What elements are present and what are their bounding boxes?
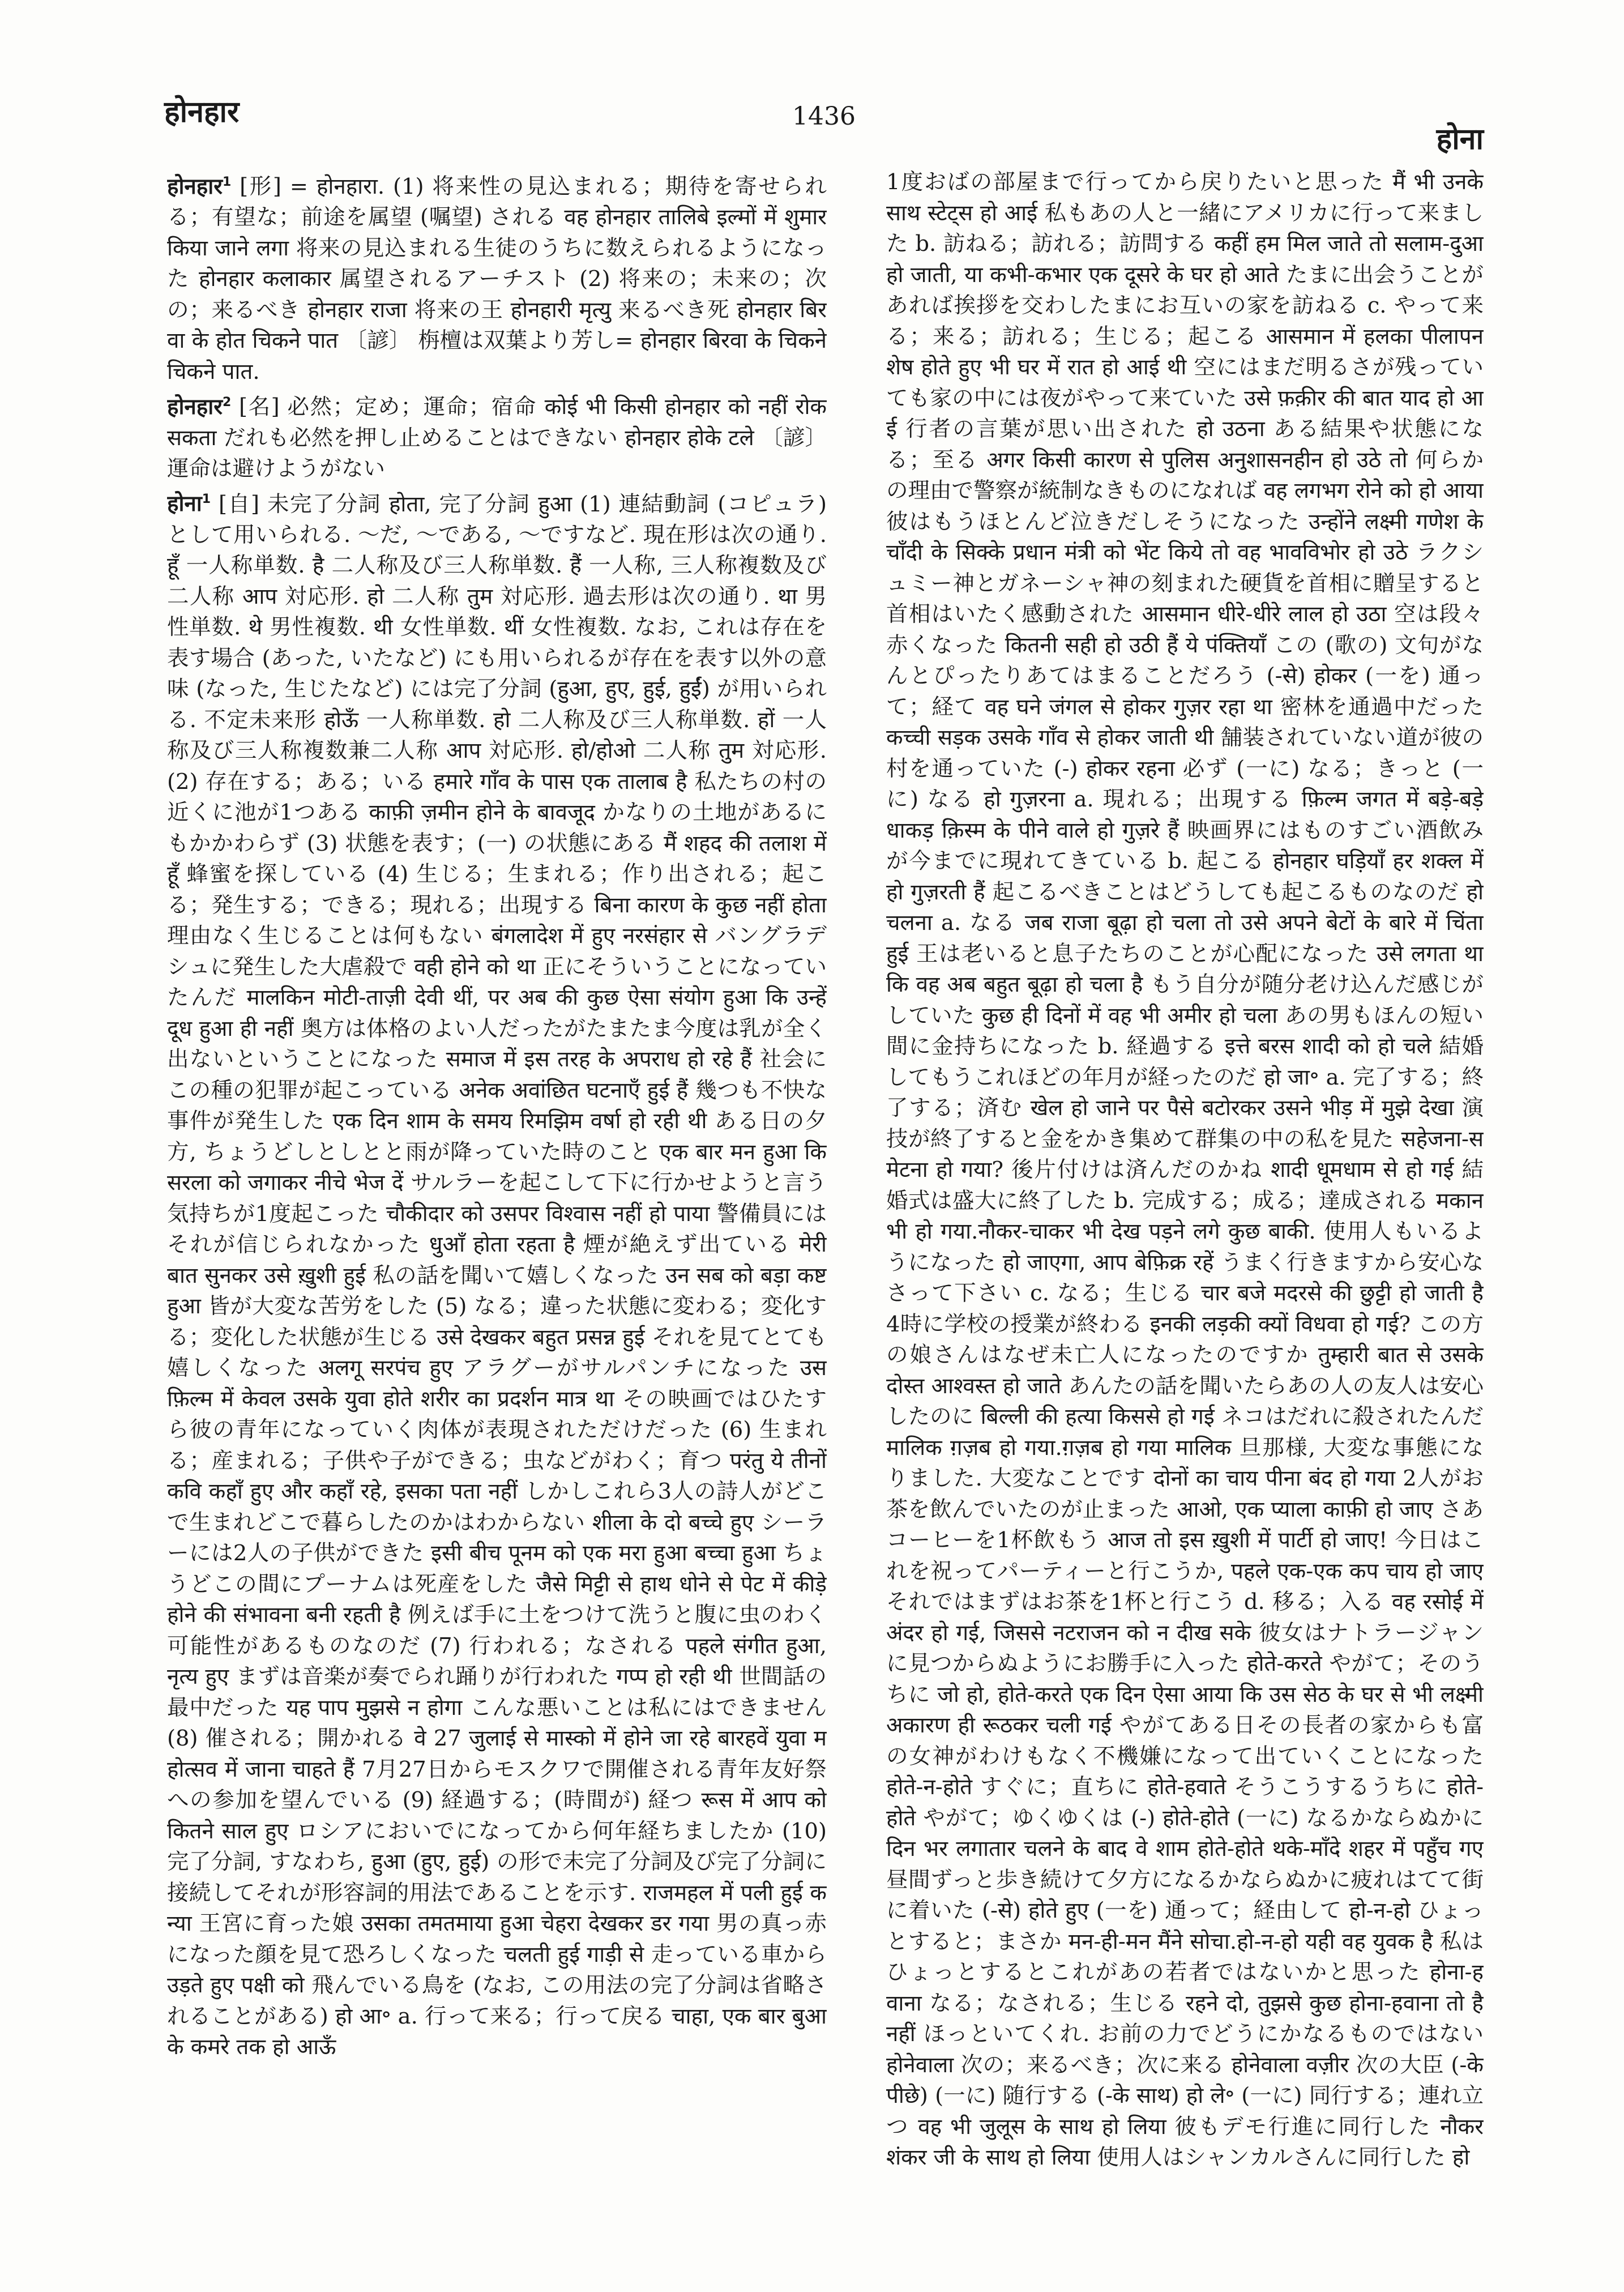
dictionary-entry: [167, 167, 827, 387]
left-column: [167, 167, 827, 2263]
entry-body: [自] 未完了分詞 होता, 完了分詞 हुआ (1) 連結動詞 (コピュラ) として用いられる. ～だ, ～である, ～ですなど. 現在形は次の通り. हूँ 一人称単数. है 二人称及び三人称単数. हैं 一人称, 三人称複数及び二人称 आप 対応形. हो 二人称 तुम 対応形. 過去形は次の通り. था 男性単数. थे 男性複数. थी 女性単数. थीं 女性複数. なお, これは存在を表す場合 (あった, いたなど) にも用いられるが存在を表す以外の意味 (なった, 生じたなど) には完了分詞 (हुआ, हुए, हुई, हुईं) が用いられる. 不定未来形 होऊँ 一人称単数. हो 二人称及び三人称単数. हों 一人称及び三人称複数兼二人称 आप 対応形. हो/होओ 二人称 तुम 対応形. (2) 存在する；ある；いる हमारे गाँव के पास एक तालाब है 私たちの村の近くに池が1つある काफ़ी ज़मीन होने के बावजूद かなりの土地があるにもかかわらず (3) 状態を表す；(一) の状態にある मैं शहद की तलाश में हूँ 蜂蜜を探している (4) 生じる；生まれる；作り出される；起こる；発生する；できる；現れる；出現する बिना कारण के कुछ नहीं होता 理由なく生じることは何もない बंगलादेश में हुए नरसंहार से バングラデシュに発生した大虐殺で वही होने को था 正にそういうことになっていたんだ मालकिन मोटी-ताज़ी देवी थीं, पर अब की कुछ ऐसा संयोग हुआ कि उन्हें दूध हुआ ही नहीं 奥方は体格のよい人だったがたまたま今度は乳が全く出ないということになった समाज में इस तरह के अपराध हो रहे हैं 社会にこの種の犯罪が起こっている अनेक अवांछित घटनाएँ हुई हैं 幾つも不快な事件が発生した एक दिन शाम के समय रिमझिम वर्षा हो रही थी ある日の夕方, ちょうどしとしとと雨が降っていた時のこと एक बार मन हुआ कि सरला को जगाकर नीचे भेज दें サルラーを起こして下に行かせようと言う気持ちが1度起こった चौकीदार को उसपर विश्वास नहीं हो पाया 警備員にはそれが信じられなかった धुआँ होता रहता है 煙が絶えず出ている मेरी बात सुनकर उसे ख़ुशी हुई 私の話を聞いて嬉しくなった उन सब को बड़ा कष्ट हुआ 皆が大変な苦労をした (5) なる；違った状態に変わる；変化する；変化した状態が生じる उसे देखकर बहुत प्रसन्न हुई それを見てとても嬉しくなった अलगू सरपंच हुए アラグーがサルパンチになった उस फ़िल्म में केवल उसके युवा होते शरीर का प्रदर्शन मात्र था その映画ではひたすら彼の青年になっていく肉体が表現されただけだった (6) 生まれる；産まれる；子供や子ができる；虫などがわく；育つ परंतु ये तीनों कवि कहाँ हुए और कहाँ रहे, इसका पता नहीं しかしこれら3人の詩人がどこで生まれどこで暮らしたのかはわからない शीला के दो बच्चे हुए シーラーには2人の子供ができた इसी बीच पूनम को एक मरा हुआ बच्चा हुआ ちょうどこの間にプーナムは死産をした जैसे मिट्टी से हाथ धोने से पेट में कीड़े होने की संभावना बनी रहती है 例えば手に土をつけて洗うと腹に虫のわく可能性があるものなのだ (7) 行われる；なされる पहले संगीत हुआ, नृत्य हुए まずは音楽が奏でられ踊りが行われた गप्प हो रही थी 世間話の最中だった यह पाप मुझसे न होगा こんな悪いことは私にはできません (8) 催される；開かれる वे 27 जुलाई से मास्को में होने जा रहे बारहवें युवा महोत्सव में जाना चाहते हैं 7月27日からモスクワで開催される青年友好祭への参加を望んでいる (9) 経過する；(時間が) 経つ रूस में आप को कितने साल हुए ロシアにおいでになってから何年経ちましたか (10) 完了分詞, すなわち, हुआ (हुए, हुई) の形で未完了分詞及び完了分詞に接続してそれが形容詞的用法であることを示す. राजमहल में पली हुई कन्या 王宮に育った娘 उसका तमतमाया हुआ चेहरा देखकर डर गया 男の真っ赤になった顔を見て恐ろしくなった चलती हुई गाड़ी से 走っている車から उड़ते हुए पक्षी को 飛んでいる鳥を (なお, この用法の完了分詞は省略されることがある) हो आ॰ a. 行って来る；行って戻る चाहा, एक बार बुआ के कमरे तक हो आऊँ: [167, 491, 827, 2060]
dictionary-entry: [167, 485, 827, 2063]
dictionary-entry: [167, 387, 827, 484]
headword: [167, 491, 211, 517]
entry-body: [名] 必然；定め；運命；宿命 कोई भी किसी होनहार को नहीं रोक सकता だれも必然を押し止めることはできない होनहार होके टले 〔諺〕 運命は避けようがない: [167, 394, 827, 482]
headword: [167, 394, 231, 420]
page-header: [164, 85, 1484, 156]
headword: [167, 174, 231, 199]
homonym-number: 1: [222, 175, 232, 189]
page-number: 1436: [792, 102, 856, 131]
headword-text: होनहार: [167, 394, 223, 420]
headword-text: होनहार: [167, 173, 223, 199]
entry-continuation: 1度おばの部屋まで行ってから戻りたいと思った मैं भी उनके साथ स्टेट्स हो आई 私もあの人と一緒にアメリカに行って来ました b. 訪ねる；訪れる；訪問する कहीं हम मिल जाते तो सलाम-दुआ हो जाती, या कभी-कभार एक दूसरे के घर हो आते たまに出会うことがあれば挨拶を交わしたまにお互いの家を訪ねる c. やって来る；来る；訪れる；生じる；起こる आसमान में हलका पीलापन शेष होते हुए भी घर में रात हो आई थी 空にはまだ明るさが残っていても家の中には夜がやって来ていた उसे फ़क़ीर की बात याद हो आई 行者の言葉が思い出された हो उठना ある結果や状態になる；至る अगर किसी कारण से पुलिस अनुशासनहीन हो उठे तो 何らかの理由で警察が統制なきものになれば वह लगभग रोने को हो आया 彼はもうほとんど泣きだしそうになった उन्होंने लक्ष्मी गणेश के चाँदी के सिक्के प्रधान मंत्री को भेंट किये तो वह भावविभोर हो उठे ラクシュミー神とガネーシャ神の刻まれた硬貨を首相に贈呈すると首相はいたく感動された आसमान धीरे-धीरे लाल हो उठा 空は段々赤くなった कितनी सही हो उठी हैं ये पंक्तियाँ この (歌の) 文句がなんとぴったりあてはまることだろう (-से) होकर (一を) 通って；経て वह घने जंगल से होकर गुज़र रहा था 密林を通過中だった कच्ची सड़क उसके गाँव से होकर जाती थी 舗装されていない道が彼の村を通っていた (-) होकर रहना 必ず (一に) なる；きっと (一に) なる हो गुज़रना a. 現れる；出現する फ़िल्म जगत में बड़े-बड़े धाकड़ क़िस्म के पीने वाले हो गुज़रे हैं 映画界にはものすごい酒飲みが今までに現れてきている b. 起こる होनहार घड़ियाँ हर शक्ल में हो गुज़रती हैं 起こるべきことはどうしても起こるものなのだ हो चलना a. なる जब राजा बूढ़ा हो चला तो उसे अपने बेटों के बारे में चिंता हुई 王は老いると息子たちのことが心配になった उसे लगता था कि वह अब बहुत बूढ़ा हो चला है もう自分が随分老け込んだ感じがしていた कुछ ही दिनों में वह भी अमीर हो चला あの男もほんの短い間に金持ちになった b. 経過する इत्ते बरस शादी को हो चले 結婚してもうこれほどの年月が経ったのだ हो जा॰ a. 完了する；終了する；済む खेल हो जाने पर पैसे बटोरकर उसने भीड़ में मुझे देखा 演技が終了すると金をかき集めて群集の中の私を見た सहेजना-समेटना हो गया? 後片付けは済んだのかね शादी धूमधाम से हो गई 結婚式は盛大に終了した b. 完成する；成る；達成される मकान भी हो गया.नौकर-चाकर भी देख पड़ने लगे कुछ बाकी. 使用人もいるようになった हो जाएगा, आप बेफ़िक्र रहें うまく行きますから安心なさって下さい c. なる；生じる चार बजे मदरसे की छुट्टी हो जाती है 4時に学校の授業が終わる इनकी लड़की क्यों विधवा हो गई? この方の娘さんはなぜ未亡人になったのですか तुम्हारी बात से उसके दोस्त आश्वस्त हो जाते あんたの話を聞いたらあの人の友人は安心したのに बिल्ली की हत्या किससे हो गई ネコはだれに殺されたんだ मालिक ग़ज़ब हो गया.ग़ज़ब हो गया मालिक 旦那様, 大変な事態になりました. 大変なことです दोनों का चाय पीना बंद हो गया 2人がお茶を飲んでいたのが止まった आओ, एक प्याला काफ़ी हो जाए さあコーヒーを1杯飲もう आज तो इस ख़ुशी में पार्टी हो जाए! 今日はこれを祝ってパーティーと行こうか, पहले एक-एक कप चाय हो जाए それではまずはお茶を1杯と行こう d. 移る；入る वह रसोई में अंदर हो गई, जिससे नटराजन को न दीख सके 彼女はナトラージャンに見つからぬようにお勝手に入った होते-करते やがて；そのうちに जो हो, होते-करते एक दिन ऐसा आया कि उस सेठ के घर से भी लक्ष्मी अकारण ही रूठकर चली गई やがてある日その長者の家からも富の女神がわけもなく不機嫌になって出ていくことになった होते-न-होते すぐに；直ちに होते-हवाते そうこうするうちに होते-होते やがて；ゆくゆくは (-) होते-होते (一に) なるかならぬかに दिन भर लगातार चलने के बाद वे शाम होते-होते थके-माँदे शहर में पहुँच गए 昼間ずっと歩き続けて夕方になるかならぬかに疲れはてて街に着いた (-से) होते हुए (一を) 通って；経由して हो-न-हो ひょっとすると；まさか मन-ही-मन मैंने सोचा.हो-न-हो यही वह युवक है 私はひょっとするとこれがあの若者ではないかと思った होना-हवाना なる；なされる；生じる रहने दो, तुझसे कुछ होना-हवाना तो है नहीं ほっといてくれ. お前の力でどうにかなるものではない होनेवाला 次の；来るべき；次に来る होनेवाला वज़ीर 次の大臣 (-के पीछे) (一に) 随行する (-के साथ) हो ले॰ (一に) 同行する；連れ立つ वह भी जुलूस के साथ हो लिया 彼もデモ行進に同行した नौकर शंकर जी के साथ हो लिया 使用人はシャンカルさんに同行した हो: [886, 169, 1484, 2170]
right-column: [886, 167, 1484, 2263]
homonym-number: 1: [202, 492, 211, 507]
running-head-right: होना: [1436, 122, 1484, 156]
homonym-number: 2: [222, 395, 232, 410]
headword-text: होना: [167, 491, 202, 517]
running-head-left: होनहार: [164, 95, 240, 129]
entry-body: [形] = होनहारा. (1) 将来性の見込まれる；期待を寄せられる；有望な；前途を属望 (嘱望) される वह होनहार तालिबे इल्मों में शुमार किया जाने लगा 将来の見込まれる生徒のうちに数えられるようになった होनहार कलाकार 属望されるアーチスト (2) 将来の；未来の；次の；来るべき होनहार राजा 将来の王 होनहारी मृत्यु 来るべき死 होनहार बिरवा के होत चिकने पात 〔諺〕 栴檀は双葉より芳し= होनहार बिरवा के चिकने चिकने पात.: [167, 173, 827, 385]
